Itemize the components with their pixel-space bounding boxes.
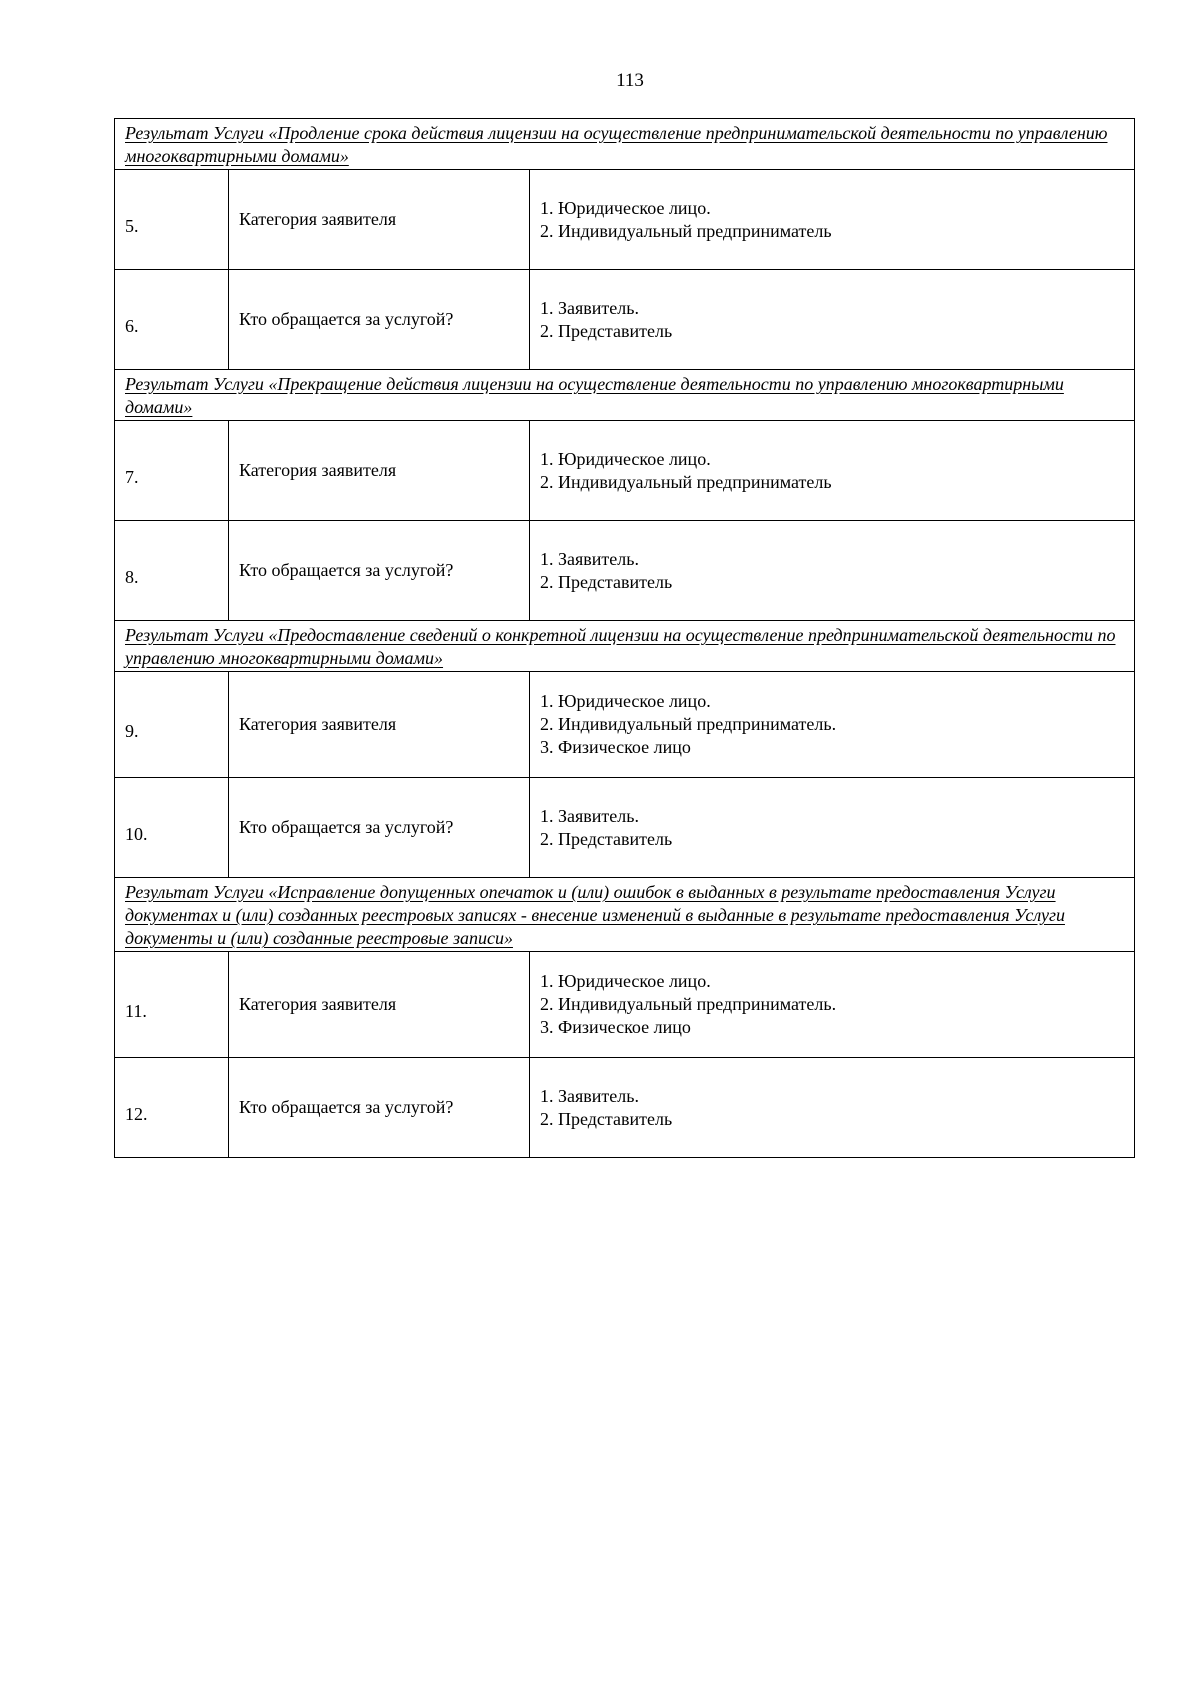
- section-heading-row: [115, 370, 1135, 421]
- value-item: 2. Индивидуальный предприниматель.: [540, 994, 837, 1014]
- row-number: 8.: [115, 521, 229, 621]
- section-heading: [115, 878, 1135, 952]
- page-number: 113: [616, 70, 644, 91]
- table-row: [115, 270, 1135, 370]
- table-row: [115, 672, 1135, 778]
- value-item: 1. Юридическое лицо.: [540, 691, 711, 711]
- row-number: 11.: [115, 952, 229, 1058]
- value-item: 3. Физическое лицо: [540, 1017, 691, 1037]
- section-heading-row: [115, 621, 1135, 672]
- value-item: 1. Юридическое лицо.: [540, 448, 711, 469]
- value-item: 1. Юридическое лицо.: [540, 971, 711, 991]
- row-number: 7.: [115, 421, 229, 521]
- parameter-name: Категория заявителя: [229, 421, 530, 521]
- parameter-values: [530, 778, 1135, 878]
- section-heading-row: [115, 878, 1135, 952]
- row-number: 9.: [115, 672, 229, 778]
- table-row: [115, 778, 1135, 878]
- parameter-name: Кто обращается за услугой?: [229, 521, 530, 621]
- parameter-values: [530, 270, 1135, 370]
- value-item: 2. Представитель: [540, 320, 673, 341]
- row-number: 6.: [115, 270, 229, 370]
- table-row: [115, 170, 1135, 270]
- table-row: [115, 1058, 1135, 1158]
- value-item: 2. Представитель: [540, 571, 673, 592]
- value-item: 1. Заявитель.: [540, 805, 639, 826]
- row-number: 12.: [115, 1058, 229, 1158]
- parameter-values: [530, 1058, 1135, 1158]
- table-row: [115, 421, 1135, 521]
- section-heading: [115, 370, 1135, 421]
- value-item: 1. Заявитель.: [540, 548, 639, 569]
- section-heading-row: [115, 119, 1135, 170]
- section-heading: [115, 119, 1135, 170]
- parameter-name: Кто обращается за услугой?: [229, 1058, 530, 1158]
- value-item: 2. Индивидуальный предприниматель.: [540, 714, 837, 734]
- section-heading-text: Результат Услуги «Предоставление сведений о конкретной лицензии на осуществление предпринимательской деятельности по управлению многоквартирными домами»: [125, 625, 1116, 668]
- parameter-values: [530, 170, 1135, 270]
- parameter-name: Категория заявителя: [229, 170, 530, 270]
- section-heading-text: Результат Услуги «Исправление допущенных опечаток и (или) ошибок в выданных в результате предоставления Услуги документах и (или) созданных реестровых записях - внесение изменений в выданные в результате предоставления Услуги документы и (или) созданные реестровые записи»: [125, 882, 1065, 948]
- value-item: 2. Индивидуальный предприниматель: [540, 471, 832, 492]
- parameter-name: Кто обращается за услугой?: [229, 778, 530, 878]
- applicant-parameters-table: [114, 118, 1135, 1158]
- value-item: 2. Индивидуальный предприниматель: [540, 220, 832, 241]
- value-item: 1. Заявитель.: [540, 297, 639, 318]
- parameter-name: Категория заявителя: [229, 952, 530, 1058]
- value-item: 3. Физическое лицо: [540, 737, 691, 757]
- parameter-values: [530, 672, 1135, 778]
- value-item: 1. Заявитель.: [540, 1085, 639, 1106]
- parameter-name: Кто обращается за услугой?: [229, 270, 530, 370]
- section-heading-text: Результат Услуги «Продление срока действия лицензии на осуществление предпринимательской деятельности по управлению многоквартирными домами»: [125, 123, 1108, 166]
- parameter-values: [530, 521, 1135, 621]
- value-item: 1. Юридическое лицо.: [540, 197, 711, 218]
- section-heading-text: Результат Услуги «Прекращение действия лицензии на осуществление деятельности по управлению многоквартирными домами»: [125, 374, 1064, 417]
- row-number: 5.: [115, 170, 229, 270]
- parameter-values: [530, 421, 1135, 521]
- section-heading: [115, 621, 1135, 672]
- parameter-values: [530, 952, 1135, 1058]
- parameter-name: Категория заявителя: [229, 672, 530, 778]
- value-item: 2. Представитель: [540, 828, 673, 849]
- table-row: [115, 521, 1135, 621]
- value-item: 2. Представитель: [540, 1108, 673, 1129]
- row-number: 10.: [115, 778, 229, 878]
- table-row: [115, 952, 1135, 1058]
